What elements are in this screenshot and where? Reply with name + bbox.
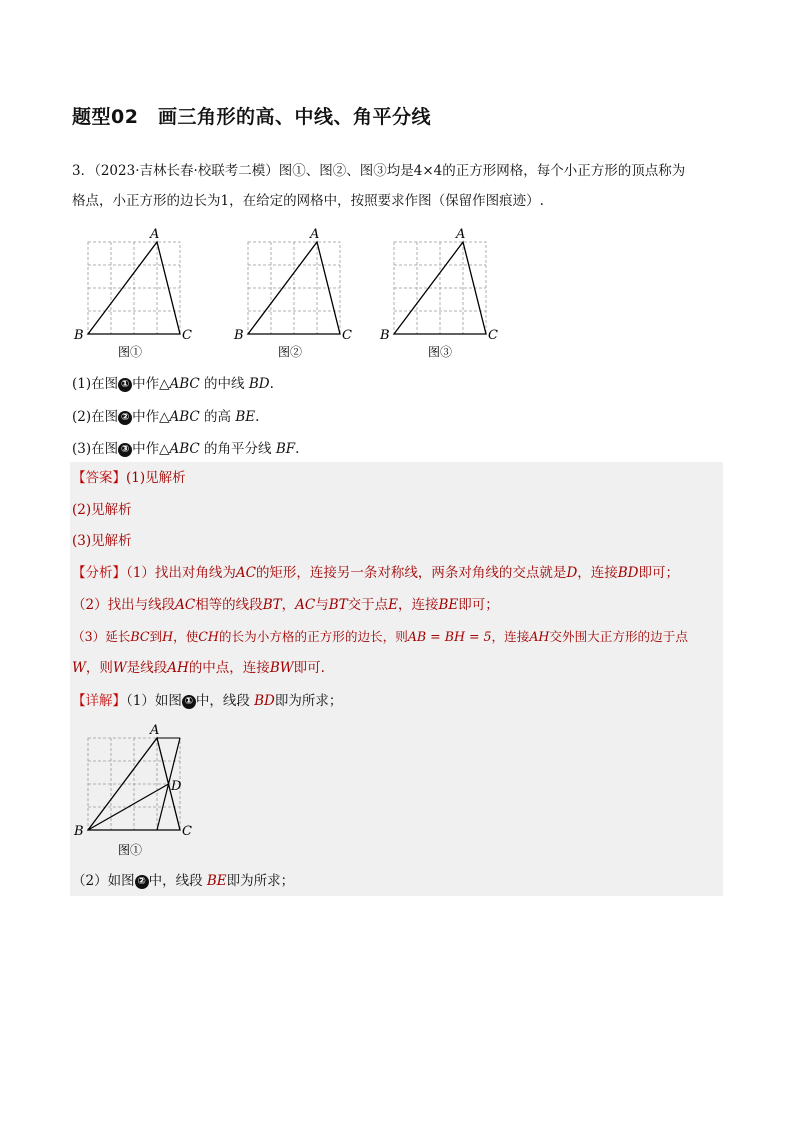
- circled-number: ②: [135, 875, 149, 889]
- detail-row-1: 【详解】（1）如图 ① 中，线段 BD即为所求；: [72, 693, 343, 709]
- question-line-2: 格点，小正方形的边长为1，在给定的网格中，按照要求作图（保留作图痕迹）.: [72, 193, 544, 209]
- figure-3: [379, 227, 498, 359]
- answer-row-1: 【答案】(1)见解析: [72, 470, 186, 486]
- question-line-1: 3．（2023·吉林长春·校联考二模）图①、图②、图③均是4×4的正方形网格，每个小正方形的顶点称为: [72, 163, 686, 179]
- figure-2: [233, 227, 352, 359]
- figure-caption: 图①: [118, 345, 143, 359]
- label-c: C: [488, 328, 498, 343]
- label-b: B: [74, 328, 84, 343]
- circled-number: ③: [118, 443, 132, 457]
- detail-row-2: （2）如图 ② 中，线段 BE即为所求；: [72, 873, 295, 889]
- solution-figure: [60, 718, 220, 864]
- analysis-row-3: （3）延长BC到H，使CH的长为小方格的正方形的边长，则AB = BH = 5，连接AH交外围大正方形的边于点: [72, 629, 688, 644]
- analysis-label: 【分析】: [72, 565, 126, 581]
- answer-row-3: (3)见解析: [72, 533, 132, 549]
- question-text: [72, 156, 727, 216]
- label-a: A: [150, 227, 160, 242]
- label-c: C: [182, 824, 192, 839]
- sub-question-2: (2)在图 ② 中作△ABC 的高 BE.: [72, 409, 260, 425]
- label-c: C: [182, 328, 192, 343]
- figure-1: [73, 227, 192, 359]
- grid-figures: [60, 222, 530, 362]
- figure-caption: 图②: [278, 345, 303, 359]
- answer-row-2: (2)见解析: [72, 502, 132, 518]
- circled-number: ②: [118, 411, 132, 425]
- figure-caption: 图①: [118, 843, 143, 857]
- circled-number: ①: [182, 695, 196, 709]
- analysis-row-1: 【分析】（1）找出对角线为AC的矩形，连接另一条对称线，两条对角线的交点就是D，连接BD即可；: [72, 565, 680, 581]
- detail-label: 【详解】: [72, 693, 126, 709]
- label-b: B: [74, 824, 84, 839]
- sub-question-3: (3)在图 ③ 中作△ABC 的角平分线 BF.: [72, 441, 300, 457]
- circled-number: ①: [118, 378, 132, 392]
- label-b: B: [380, 328, 390, 343]
- label-c: C: [342, 328, 352, 343]
- section-title: 题型02 画三角形的高、中线、角平分线: [72, 106, 431, 128]
- answer-label: 【答案】: [72, 470, 126, 486]
- label-d: D: [171, 779, 182, 794]
- sub-question-1: (1)在图 ① 中作△ABC 的中线 BD.: [72, 376, 274, 392]
- analysis-row-4: W，则W是线段AH的中点，连接BW即可.: [72, 660, 325, 676]
- label-a: A: [456, 227, 466, 242]
- analysis-row-2: （2）找出与线段AC相等的线段BT，AC与BT交于点E，连接BE即可；: [72, 597, 499, 613]
- label-a: A: [150, 723, 160, 738]
- label-a: A: [310, 227, 320, 242]
- label-b: B: [234, 328, 244, 343]
- figure-caption: 图③: [428, 345, 453, 359]
